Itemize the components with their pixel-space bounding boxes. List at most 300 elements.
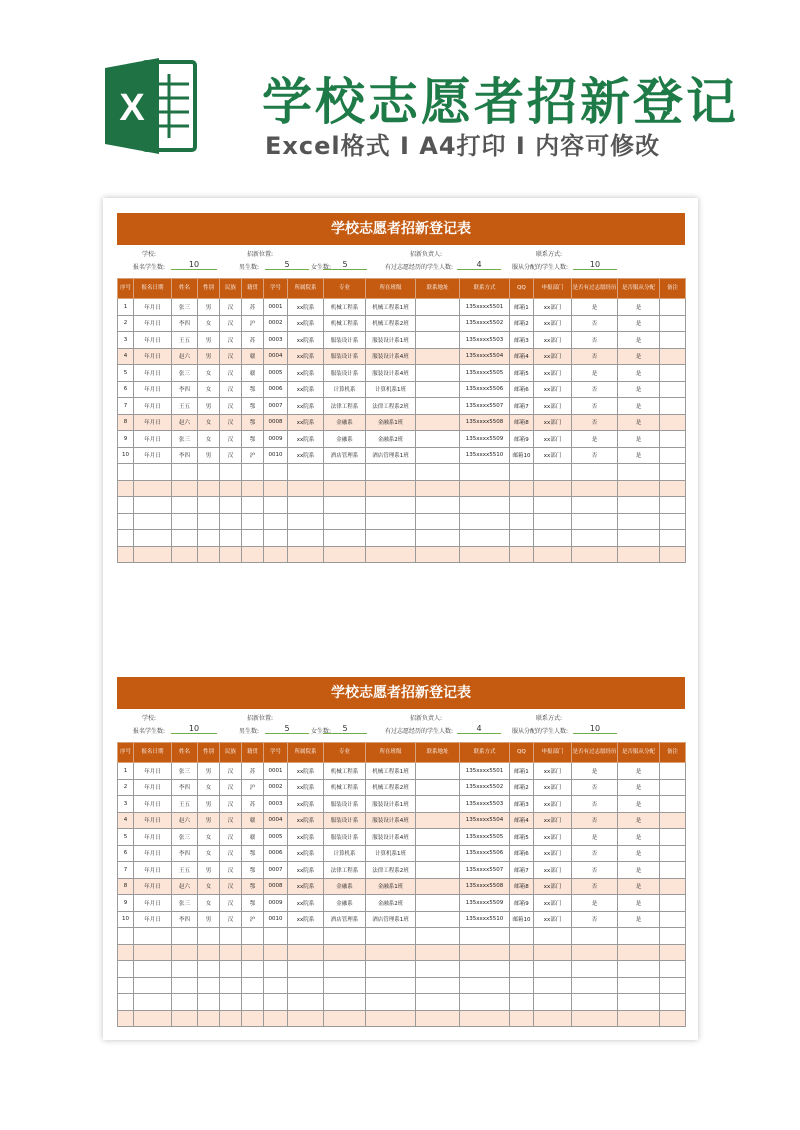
table-cell[interactable]: 0010 bbox=[264, 911, 288, 928]
table-cell[interactable] bbox=[660, 779, 686, 796]
table-cell[interactable] bbox=[660, 480, 686, 497]
table-cell[interactable]: 女 bbox=[198, 315, 220, 332]
table-cell[interactable] bbox=[288, 994, 324, 1011]
table-cell[interactable]: 邮箱4 bbox=[510, 348, 534, 365]
table-cell[interactable] bbox=[510, 977, 534, 994]
table-cell[interactable] bbox=[618, 497, 660, 514]
table-cell[interactable]: 李四 bbox=[172, 315, 198, 332]
table-cell[interactable] bbox=[660, 812, 686, 829]
table-cell[interactable] bbox=[288, 944, 324, 961]
table-cell[interactable] bbox=[288, 977, 324, 994]
table-cell[interactable] bbox=[366, 977, 416, 994]
table-cell[interactable] bbox=[416, 763, 460, 780]
table-cell[interactable] bbox=[534, 961, 572, 978]
table-cell[interactable] bbox=[264, 928, 288, 945]
table-cell[interactable]: 否 bbox=[572, 414, 618, 431]
table-cell[interactable]: 女 bbox=[198, 829, 220, 846]
table-cell[interactable]: xx部门 bbox=[534, 348, 572, 365]
table-cell[interactable] bbox=[510, 530, 534, 547]
table-cell[interactable]: 8 bbox=[118, 414, 134, 431]
table-cell[interactable]: 计算机系 bbox=[324, 845, 366, 862]
table-cell[interactable]: 汉 bbox=[220, 332, 242, 349]
table-cell[interactable]: 汉 bbox=[220, 845, 242, 862]
table-cell[interactable]: xx院系 bbox=[288, 763, 324, 780]
table-cell[interactable] bbox=[264, 977, 288, 994]
table-cell[interactable] bbox=[660, 796, 686, 813]
table-cell[interactable]: 金融系 bbox=[324, 414, 366, 431]
table-cell[interactable]: 汉 bbox=[220, 895, 242, 912]
table-cell[interactable] bbox=[134, 994, 172, 1011]
table-cell[interactable] bbox=[118, 928, 134, 945]
table-cell[interactable] bbox=[618, 513, 660, 530]
table-cell[interactable]: 计算机系1班 bbox=[366, 381, 416, 398]
table-cell[interactable]: 男 bbox=[198, 447, 220, 464]
table-cell[interactable]: xx部门 bbox=[534, 779, 572, 796]
table-cell[interactable]: 否 bbox=[572, 398, 618, 415]
table-cell[interactable]: 酒店管理系1班 bbox=[366, 447, 416, 464]
table-cell[interactable] bbox=[416, 480, 460, 497]
table-cell[interactable]: 是 bbox=[618, 398, 660, 415]
table-cell[interactable]: 汉 bbox=[220, 796, 242, 813]
table-cell[interactable] bbox=[416, 398, 460, 415]
table-cell[interactable]: 是 bbox=[618, 431, 660, 448]
table-cell[interactable]: 沪 bbox=[242, 779, 264, 796]
table-cell[interactable]: 135xxxx5507 bbox=[460, 398, 510, 415]
table-cell[interactable] bbox=[510, 944, 534, 961]
table-cell[interactable]: 0009 bbox=[264, 895, 288, 912]
table-cell[interactable]: xx部门 bbox=[534, 911, 572, 928]
table-cell[interactable]: 年月日 bbox=[134, 895, 172, 912]
table-cell[interactable] bbox=[324, 513, 366, 530]
table-cell[interactable]: 男 bbox=[198, 812, 220, 829]
table-cell[interactable]: 10 bbox=[118, 911, 134, 928]
table-cell[interactable]: 7 bbox=[118, 862, 134, 879]
table-cell[interactable]: 否 bbox=[572, 332, 618, 349]
table-cell[interactable] bbox=[660, 1010, 686, 1027]
table-cell[interactable]: 10 bbox=[118, 447, 134, 464]
table-cell[interactable]: xx部门 bbox=[534, 447, 572, 464]
table-cell[interactable] bbox=[618, 1010, 660, 1027]
table-cell[interactable] bbox=[416, 829, 460, 846]
table-cell[interactable] bbox=[534, 928, 572, 945]
table-cell[interactable]: 年月日 bbox=[134, 862, 172, 879]
applicants-value[interactable]: 10 bbox=[171, 723, 217, 734]
table-cell[interactable] bbox=[460, 977, 510, 994]
table-cell[interactable] bbox=[460, 530, 510, 547]
table-cell[interactable]: 男 bbox=[198, 299, 220, 316]
table-cell[interactable] bbox=[534, 944, 572, 961]
table-cell[interactable] bbox=[118, 961, 134, 978]
table-cell[interactable]: 邮箱10 bbox=[510, 447, 534, 464]
table-cell[interactable]: xx院系 bbox=[288, 431, 324, 448]
table-cell[interactable]: 0002 bbox=[264, 779, 288, 796]
table-cell[interactable]: 沪 bbox=[242, 911, 264, 928]
table-cell[interactable] bbox=[220, 961, 242, 978]
table-cell[interactable]: 135xxxx5504 bbox=[460, 348, 510, 365]
table-cell[interactable]: 金融系 bbox=[324, 895, 366, 912]
table-cell[interactable]: 李四 bbox=[172, 911, 198, 928]
table-cell[interactable]: 0007 bbox=[264, 398, 288, 415]
table-cell[interactable]: 8 bbox=[118, 878, 134, 895]
table-cell[interactable]: 否 bbox=[572, 348, 618, 365]
table-cell[interactable] bbox=[198, 497, 220, 514]
table-cell[interactable]: 男 bbox=[198, 348, 220, 365]
table-cell[interactable] bbox=[324, 546, 366, 563]
table-cell[interactable] bbox=[288, 546, 324, 563]
table-cell[interactable]: 年月日 bbox=[134, 829, 172, 846]
table-cell[interactable]: 服装设计系 bbox=[324, 332, 366, 349]
table-cell[interactable] bbox=[416, 348, 460, 365]
table-cell[interactable] bbox=[460, 513, 510, 530]
table-cell[interactable] bbox=[198, 928, 220, 945]
table-cell[interactable] bbox=[660, 829, 686, 846]
table-cell[interactable]: 0001 bbox=[264, 299, 288, 316]
table-cell[interactable] bbox=[242, 961, 264, 978]
table-cell[interactable]: 金融系2班 bbox=[366, 431, 416, 448]
table-cell[interactable]: 135xxxx5502 bbox=[460, 779, 510, 796]
table-cell[interactable] bbox=[198, 480, 220, 497]
table-cell[interactable] bbox=[416, 895, 460, 912]
table-cell[interactable]: 是 bbox=[618, 315, 660, 332]
table-cell[interactable]: 女 bbox=[198, 414, 220, 431]
table-cell[interactable]: 张三 bbox=[172, 763, 198, 780]
table-cell[interactable] bbox=[220, 546, 242, 563]
table-cell[interactable] bbox=[416, 365, 460, 382]
table-cell[interactable] bbox=[172, 513, 198, 530]
table-cell[interactable]: xx院系 bbox=[288, 315, 324, 332]
table-cell[interactable] bbox=[198, 546, 220, 563]
table-cell[interactable] bbox=[366, 928, 416, 945]
table-cell[interactable]: xx院系 bbox=[288, 895, 324, 912]
table-cell[interactable]: 苏 bbox=[242, 763, 264, 780]
table-cell[interactable] bbox=[534, 480, 572, 497]
table-cell[interactable]: 女 bbox=[198, 878, 220, 895]
table-cell[interactable]: 赣 bbox=[242, 365, 264, 382]
table-cell[interactable]: 法律工程系 bbox=[324, 398, 366, 415]
table-cell[interactable]: 女 bbox=[198, 845, 220, 862]
table-cell[interactable] bbox=[366, 530, 416, 547]
table-cell[interactable] bbox=[172, 944, 198, 961]
table-cell[interactable]: 否 bbox=[572, 812, 618, 829]
table-cell[interactable] bbox=[618, 977, 660, 994]
table-cell[interactable]: 0006 bbox=[264, 381, 288, 398]
table-cell[interactable]: 135xxxx5508 bbox=[460, 414, 510, 431]
table-cell[interactable]: 服装设计系4班 bbox=[366, 365, 416, 382]
table-cell[interactable] bbox=[118, 1010, 134, 1027]
table-cell[interactable]: 135xxxx5505 bbox=[460, 365, 510, 382]
table-cell[interactable]: 服装设计系 bbox=[324, 796, 366, 813]
table-cell[interactable]: 鄂 bbox=[242, 878, 264, 895]
table-cell[interactable] bbox=[118, 546, 134, 563]
table-cell[interactable]: 女 bbox=[198, 779, 220, 796]
table-cell[interactable]: 否 bbox=[572, 911, 618, 928]
table-cell[interactable] bbox=[460, 480, 510, 497]
table-cell[interactable]: 135xxxx5507 bbox=[460, 862, 510, 879]
table-cell[interactable] bbox=[660, 878, 686, 895]
table-cell[interactable] bbox=[324, 1010, 366, 1027]
table-cell[interactable] bbox=[242, 497, 264, 514]
table-cell[interactable]: xx部门 bbox=[534, 763, 572, 780]
table-cell[interactable]: 酒店管理系1班 bbox=[366, 911, 416, 928]
table-cell[interactable]: 苏 bbox=[242, 796, 264, 813]
table-cell[interactable]: 金融系 bbox=[324, 431, 366, 448]
table-cell[interactable]: 汉 bbox=[220, 299, 242, 316]
table-cell[interactable] bbox=[660, 895, 686, 912]
table-cell[interactable] bbox=[288, 961, 324, 978]
table-cell[interactable]: 邮箱9 bbox=[510, 895, 534, 912]
table-cell[interactable] bbox=[510, 994, 534, 1011]
table-cell[interactable]: 年月日 bbox=[134, 763, 172, 780]
table-cell[interactable] bbox=[198, 530, 220, 547]
table-cell[interactable] bbox=[572, 497, 618, 514]
table-cell[interactable]: 机械工程系1班 bbox=[366, 763, 416, 780]
table-cell[interactable]: xx部门 bbox=[534, 398, 572, 415]
table-cell[interactable] bbox=[660, 862, 686, 879]
table-cell[interactable] bbox=[172, 480, 198, 497]
table-cell[interactable] bbox=[242, 480, 264, 497]
table-cell[interactable] bbox=[660, 315, 686, 332]
table-cell[interactable] bbox=[660, 299, 686, 316]
table-cell[interactable] bbox=[534, 497, 572, 514]
table-cell[interactable] bbox=[416, 332, 460, 349]
table-cell[interactable] bbox=[416, 513, 460, 530]
table-cell[interactable] bbox=[660, 497, 686, 514]
table-cell[interactable] bbox=[572, 480, 618, 497]
table-cell[interactable] bbox=[324, 530, 366, 547]
table-cell[interactable] bbox=[660, 513, 686, 530]
table-cell[interactable] bbox=[366, 546, 416, 563]
table-cell[interactable] bbox=[172, 928, 198, 945]
table-cell[interactable]: 赵六 bbox=[172, 414, 198, 431]
table-cell[interactable]: 邮箱2 bbox=[510, 315, 534, 332]
table-cell[interactable]: 服装设计系 bbox=[324, 365, 366, 382]
table-cell[interactable]: xx院系 bbox=[288, 398, 324, 415]
table-cell[interactable] bbox=[416, 1010, 460, 1027]
table-cell[interactable] bbox=[134, 480, 172, 497]
table-cell[interactable] bbox=[134, 530, 172, 547]
table-cell[interactable] bbox=[134, 977, 172, 994]
table-cell[interactable]: 7 bbox=[118, 398, 134, 415]
table-cell[interactable]: 是 bbox=[618, 299, 660, 316]
table-cell[interactable] bbox=[660, 845, 686, 862]
table-cell[interactable]: xx院系 bbox=[288, 447, 324, 464]
table-cell[interactable]: 是 bbox=[572, 829, 618, 846]
table-cell[interactable] bbox=[460, 994, 510, 1011]
table-cell[interactable]: 9 bbox=[118, 431, 134, 448]
table-cell[interactable] bbox=[660, 332, 686, 349]
table-cell[interactable]: 酒店管理系 bbox=[324, 911, 366, 928]
table-cell[interactable]: xx院系 bbox=[288, 332, 324, 349]
table-cell[interactable] bbox=[366, 994, 416, 1011]
table-cell[interactable]: 135xxxx5509 bbox=[460, 895, 510, 912]
table-cell[interactable] bbox=[510, 961, 534, 978]
table-cell[interactable] bbox=[660, 977, 686, 994]
table-cell[interactable]: 是 bbox=[618, 829, 660, 846]
table-cell[interactable]: 135xxxx5501 bbox=[460, 763, 510, 780]
table-cell[interactable]: 汉 bbox=[220, 431, 242, 448]
table-cell[interactable] bbox=[534, 513, 572, 530]
table-cell[interactable]: xx院系 bbox=[288, 829, 324, 846]
table-cell[interactable] bbox=[660, 381, 686, 398]
table-cell[interactable]: 6 bbox=[118, 381, 134, 398]
table-cell[interactable] bbox=[460, 961, 510, 978]
table-cell[interactable]: 汉 bbox=[220, 829, 242, 846]
table-cell[interactable]: 4 bbox=[118, 348, 134, 365]
table-cell[interactable] bbox=[366, 944, 416, 961]
table-cell[interactable]: 年月日 bbox=[134, 348, 172, 365]
table-cell[interactable] bbox=[172, 497, 198, 514]
table-cell[interactable] bbox=[220, 513, 242, 530]
table-cell[interactable]: 机械工程系 bbox=[324, 315, 366, 332]
table-cell[interactable] bbox=[324, 944, 366, 961]
table-cell[interactable]: 邮箱1 bbox=[510, 763, 534, 780]
experience-value[interactable]: 4 bbox=[457, 259, 501, 270]
table-cell[interactable] bbox=[510, 928, 534, 945]
table-cell[interactable] bbox=[172, 464, 198, 481]
table-cell[interactable] bbox=[198, 944, 220, 961]
table-cell[interactable]: 李四 bbox=[172, 779, 198, 796]
table-cell[interactable]: 汉 bbox=[220, 812, 242, 829]
table-cell[interactable]: 是 bbox=[618, 332, 660, 349]
table-cell[interactable]: 是 bbox=[618, 763, 660, 780]
table-cell[interactable]: 法律工程系 bbox=[324, 862, 366, 879]
table-cell[interactable] bbox=[288, 530, 324, 547]
table-cell[interactable] bbox=[242, 977, 264, 994]
table-cell[interactable]: 135xxxx5506 bbox=[460, 845, 510, 862]
table-cell[interactable]: 是 bbox=[618, 895, 660, 912]
table-cell[interactable]: xx部门 bbox=[534, 381, 572, 398]
table-cell[interactable] bbox=[134, 961, 172, 978]
table-cell[interactable] bbox=[510, 1010, 534, 1027]
table-cell[interactable]: 赣 bbox=[242, 829, 264, 846]
table-cell[interactable]: 金融系1班 bbox=[366, 878, 416, 895]
table-cell[interactable]: 汉 bbox=[220, 862, 242, 879]
table-cell[interactable]: 是 bbox=[618, 381, 660, 398]
table-cell[interactable]: 赵六 bbox=[172, 878, 198, 895]
table-cell[interactable]: 3 bbox=[118, 796, 134, 813]
table-cell[interactable]: 邮箱6 bbox=[510, 381, 534, 398]
table-cell[interactable] bbox=[242, 513, 264, 530]
table-cell[interactable]: 邮箱2 bbox=[510, 779, 534, 796]
table-cell[interactable] bbox=[264, 1010, 288, 1027]
table-cell[interactable]: 是 bbox=[618, 414, 660, 431]
table-cell[interactable]: 135xxxx5510 bbox=[460, 911, 510, 928]
table-cell[interactable] bbox=[416, 497, 460, 514]
table-cell[interactable]: 汉 bbox=[220, 381, 242, 398]
table-cell[interactable]: 135xxxx5506 bbox=[460, 381, 510, 398]
table-cell[interactable] bbox=[118, 464, 134, 481]
female-value[interactable]: 5 bbox=[323, 723, 367, 734]
table-cell[interactable]: 6 bbox=[118, 845, 134, 862]
table-cell[interactable] bbox=[660, 398, 686, 415]
table-cell[interactable] bbox=[366, 513, 416, 530]
table-cell[interactable] bbox=[660, 447, 686, 464]
table-cell[interactable] bbox=[460, 497, 510, 514]
table-cell[interactable]: 0008 bbox=[264, 414, 288, 431]
table-cell[interactable] bbox=[264, 464, 288, 481]
table-cell[interactable] bbox=[534, 1010, 572, 1027]
table-cell[interactable]: xx部门 bbox=[534, 299, 572, 316]
table-cell[interactable]: 0005 bbox=[264, 365, 288, 382]
table-cell[interactable]: 邮箱7 bbox=[510, 398, 534, 415]
table-cell[interactable]: 是 bbox=[618, 447, 660, 464]
table-cell[interactable] bbox=[660, 431, 686, 448]
table-cell[interactable] bbox=[416, 862, 460, 879]
table-cell[interactable] bbox=[220, 994, 242, 1011]
table-cell[interactable] bbox=[416, 878, 460, 895]
table-cell[interactable]: 邮箱8 bbox=[510, 878, 534, 895]
table-cell[interactable]: 邮箱5 bbox=[510, 829, 534, 846]
table-cell[interactable]: 是 bbox=[618, 812, 660, 829]
table-cell[interactable]: 计算机系 bbox=[324, 381, 366, 398]
table-cell[interactable]: 男 bbox=[198, 763, 220, 780]
table-cell[interactable]: xx院系 bbox=[288, 299, 324, 316]
table-cell[interactable]: 0003 bbox=[264, 796, 288, 813]
table-cell[interactable] bbox=[660, 414, 686, 431]
table-cell[interactable]: 汉 bbox=[220, 315, 242, 332]
table-cell[interactable]: 1 bbox=[118, 299, 134, 316]
table-cell[interactable]: 5 bbox=[118, 829, 134, 846]
table-cell[interactable]: 1 bbox=[118, 763, 134, 780]
table-cell[interactable]: 135xxxx5504 bbox=[460, 812, 510, 829]
table-cell[interactable]: 张三 bbox=[172, 299, 198, 316]
table-cell[interactable] bbox=[324, 497, 366, 514]
table-cell[interactable] bbox=[288, 497, 324, 514]
table-cell[interactable] bbox=[118, 480, 134, 497]
table-cell[interactable] bbox=[660, 961, 686, 978]
table-cell[interactable]: 0004 bbox=[264, 348, 288, 365]
table-cell[interactable]: 年月日 bbox=[134, 845, 172, 862]
table-cell[interactable]: 年月日 bbox=[134, 332, 172, 349]
table-cell[interactable]: xx院系 bbox=[288, 796, 324, 813]
table-cell[interactable] bbox=[366, 464, 416, 481]
table-cell[interactable] bbox=[264, 497, 288, 514]
table-cell[interactable] bbox=[660, 530, 686, 547]
table-cell[interactable] bbox=[660, 348, 686, 365]
table-cell[interactable]: 汉 bbox=[220, 398, 242, 415]
table-cell[interactable]: 0002 bbox=[264, 315, 288, 332]
table-cell[interactable] bbox=[134, 464, 172, 481]
table-cell[interactable]: 服装设计系4班 bbox=[366, 348, 416, 365]
table-cell[interactable] bbox=[572, 546, 618, 563]
table-cell[interactable] bbox=[534, 464, 572, 481]
table-cell[interactable] bbox=[660, 994, 686, 1011]
table-cell[interactable] bbox=[366, 961, 416, 978]
table-cell[interactable] bbox=[242, 1010, 264, 1027]
table-cell[interactable]: 苏 bbox=[242, 299, 264, 316]
table-cell[interactable]: 服装设计系1班 bbox=[366, 332, 416, 349]
table-cell[interactable] bbox=[118, 944, 134, 961]
table-cell[interactable]: 男 bbox=[198, 862, 220, 879]
table-cell[interactable]: 是 bbox=[572, 763, 618, 780]
table-cell[interactable]: 否 bbox=[572, 845, 618, 862]
table-cell[interactable]: 年月日 bbox=[134, 398, 172, 415]
table-cell[interactable] bbox=[264, 530, 288, 547]
table-cell[interactable]: 男 bbox=[198, 796, 220, 813]
table-cell[interactable] bbox=[242, 994, 264, 1011]
table-cell[interactable]: 年月日 bbox=[134, 812, 172, 829]
table-cell[interactable]: 135xxxx5501 bbox=[460, 299, 510, 316]
table-cell[interactable] bbox=[510, 513, 534, 530]
table-cell[interactable] bbox=[416, 977, 460, 994]
table-cell[interactable]: 2 bbox=[118, 315, 134, 332]
accept-value[interactable]: 10 bbox=[573, 259, 617, 270]
table-cell[interactable] bbox=[660, 763, 686, 780]
table-cell[interactable]: 张三 bbox=[172, 431, 198, 448]
table-cell[interactable]: 汉 bbox=[220, 911, 242, 928]
table-cell[interactable] bbox=[660, 911, 686, 928]
table-cell[interactable]: 王五 bbox=[172, 796, 198, 813]
